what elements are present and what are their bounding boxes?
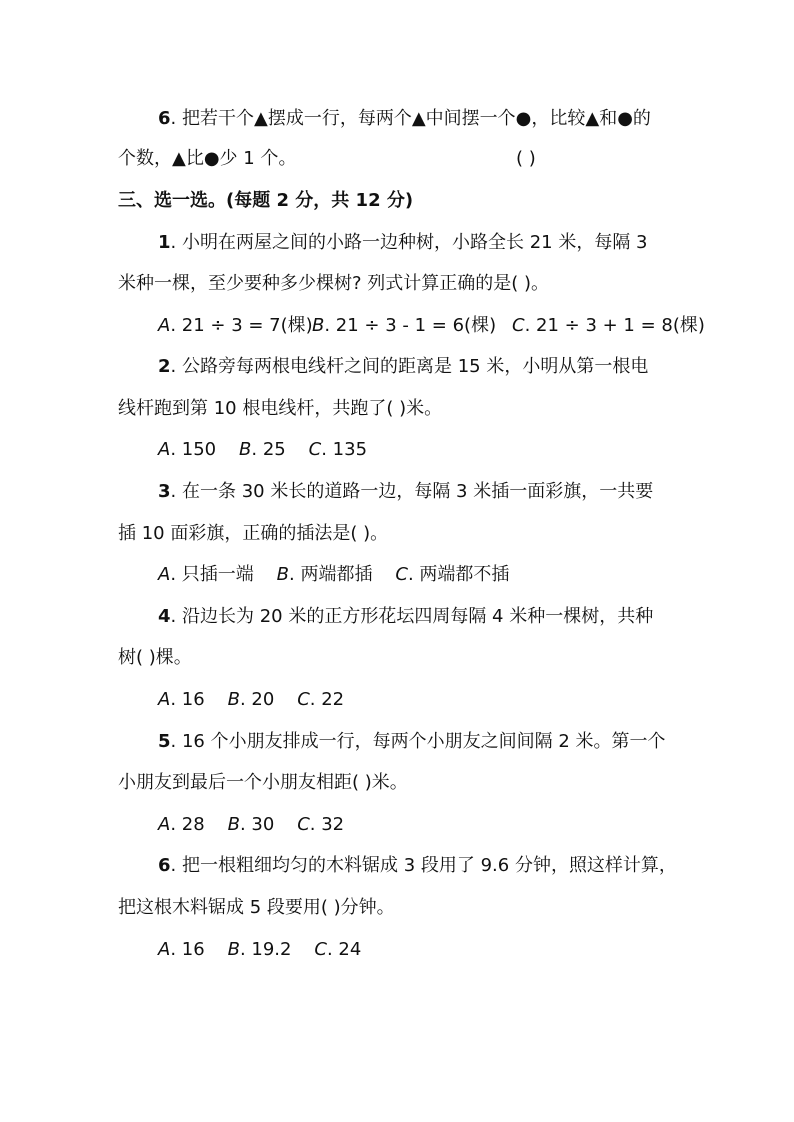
q4-options: [158, 687, 344, 713]
q3-option-c[interactable]: C. 两端都不插: [395, 564, 510, 585]
q6-line2: 把这根木料锯成 5 段要用( )分钟。: [118, 897, 395, 918]
q1-option-a[interactable]: A. 21 ÷ 3 = 7(棵): [158, 315, 313, 336]
q2-option-b[interactable]: B. 25: [239, 439, 286, 460]
q3-option-a[interactable]: A. 只插一端: [158, 564, 254, 585]
q5-option-b[interactable]: B. 30: [227, 814, 275, 835]
q2-line2: 线杆跑到第 10 根电线杆，共跑了( )米。: [118, 398, 443, 419]
section-heading: 三、选一选。(每题 2 分，共 12 分): [118, 190, 414, 211]
q5-option-a[interactable]: A. 28: [158, 814, 205, 835]
q2-options: [158, 437, 367, 463]
q1-option-c[interactable]: C. 21 ÷ 3 + 1 = 8(棵): [512, 315, 705, 336]
prev-q6-line1: [158, 106, 651, 132]
q5-options: [158, 812, 344, 838]
q6-option-b[interactable]: B. 19.2: [227, 939, 292, 960]
q6-options: [158, 937, 361, 963]
q6-option-c[interactable]: C. 24: [314, 939, 362, 960]
q1-line1: 1. 小明在两屋之间的小路一边种树，小路全长 21 米，每隔 3: [158, 232, 648, 253]
q1-line2: 米种一棵，至少要种多少棵树? 列式计算正确的是( )。: [118, 273, 550, 294]
question-text: 个数，▲比●少 1 个。: [118, 148, 297, 169]
q5-line1: 5. 16 个小朋友排成一行，每两个小朋友之间间隔 2 米。第一个: [158, 731, 666, 752]
q3-option-b[interactable]: B. 两端都插: [276, 564, 373, 585]
q4-option-b[interactable]: B. 20: [227, 689, 275, 710]
q2-option-a[interactable]: A. 150: [158, 439, 217, 460]
question-number: 6: [158, 108, 171, 129]
q5-line2: 小朋友到最后一个小朋友相距( )米。: [118, 772, 408, 793]
q2-option-c[interactable]: C. 135: [308, 439, 368, 460]
answer-paren[interactable]: ( ): [516, 148, 536, 169]
q5-option-c[interactable]: C. 32: [297, 814, 345, 835]
q4-line1: 4. 沿边长为 20 米的正方形花坛四周每隔 4 米种一棵树，共种: [158, 606, 654, 627]
question-text: . 把若干个▲摆成一行，每两个▲中间摆一个●，比较▲和●的: [170, 108, 651, 129]
q3-line2: 插 10 面彩旗，正确的插法是( )。: [118, 523, 389, 544]
q3-line1: 3. 在一条 30 米长的道路一边，每隔 3 米插一面彩旗，一共要: [158, 481, 654, 502]
q3-options: [158, 562, 509, 588]
q4-line2: 树( )棵。: [118, 647, 192, 668]
prev-q6-line2: [118, 146, 296, 172]
q2-line1: 2. 公路旁每两根电线杆之间的距离是 15 米，小明从第一根电: [158, 356, 649, 377]
q6-option-a[interactable]: A. 16: [158, 939, 205, 960]
q6-line1: 6. 把一根粗细均匀的木料锯成 3 段用了 9.6 分钟，照这样计算，: [158, 855, 677, 876]
q4-option-a[interactable]: A. 16: [158, 689, 205, 710]
q1-option-b[interactable]: B. 21 ÷ 3 - 1 = 6(棵): [312, 315, 497, 336]
q4-option-c[interactable]: C. 22: [297, 689, 345, 710]
